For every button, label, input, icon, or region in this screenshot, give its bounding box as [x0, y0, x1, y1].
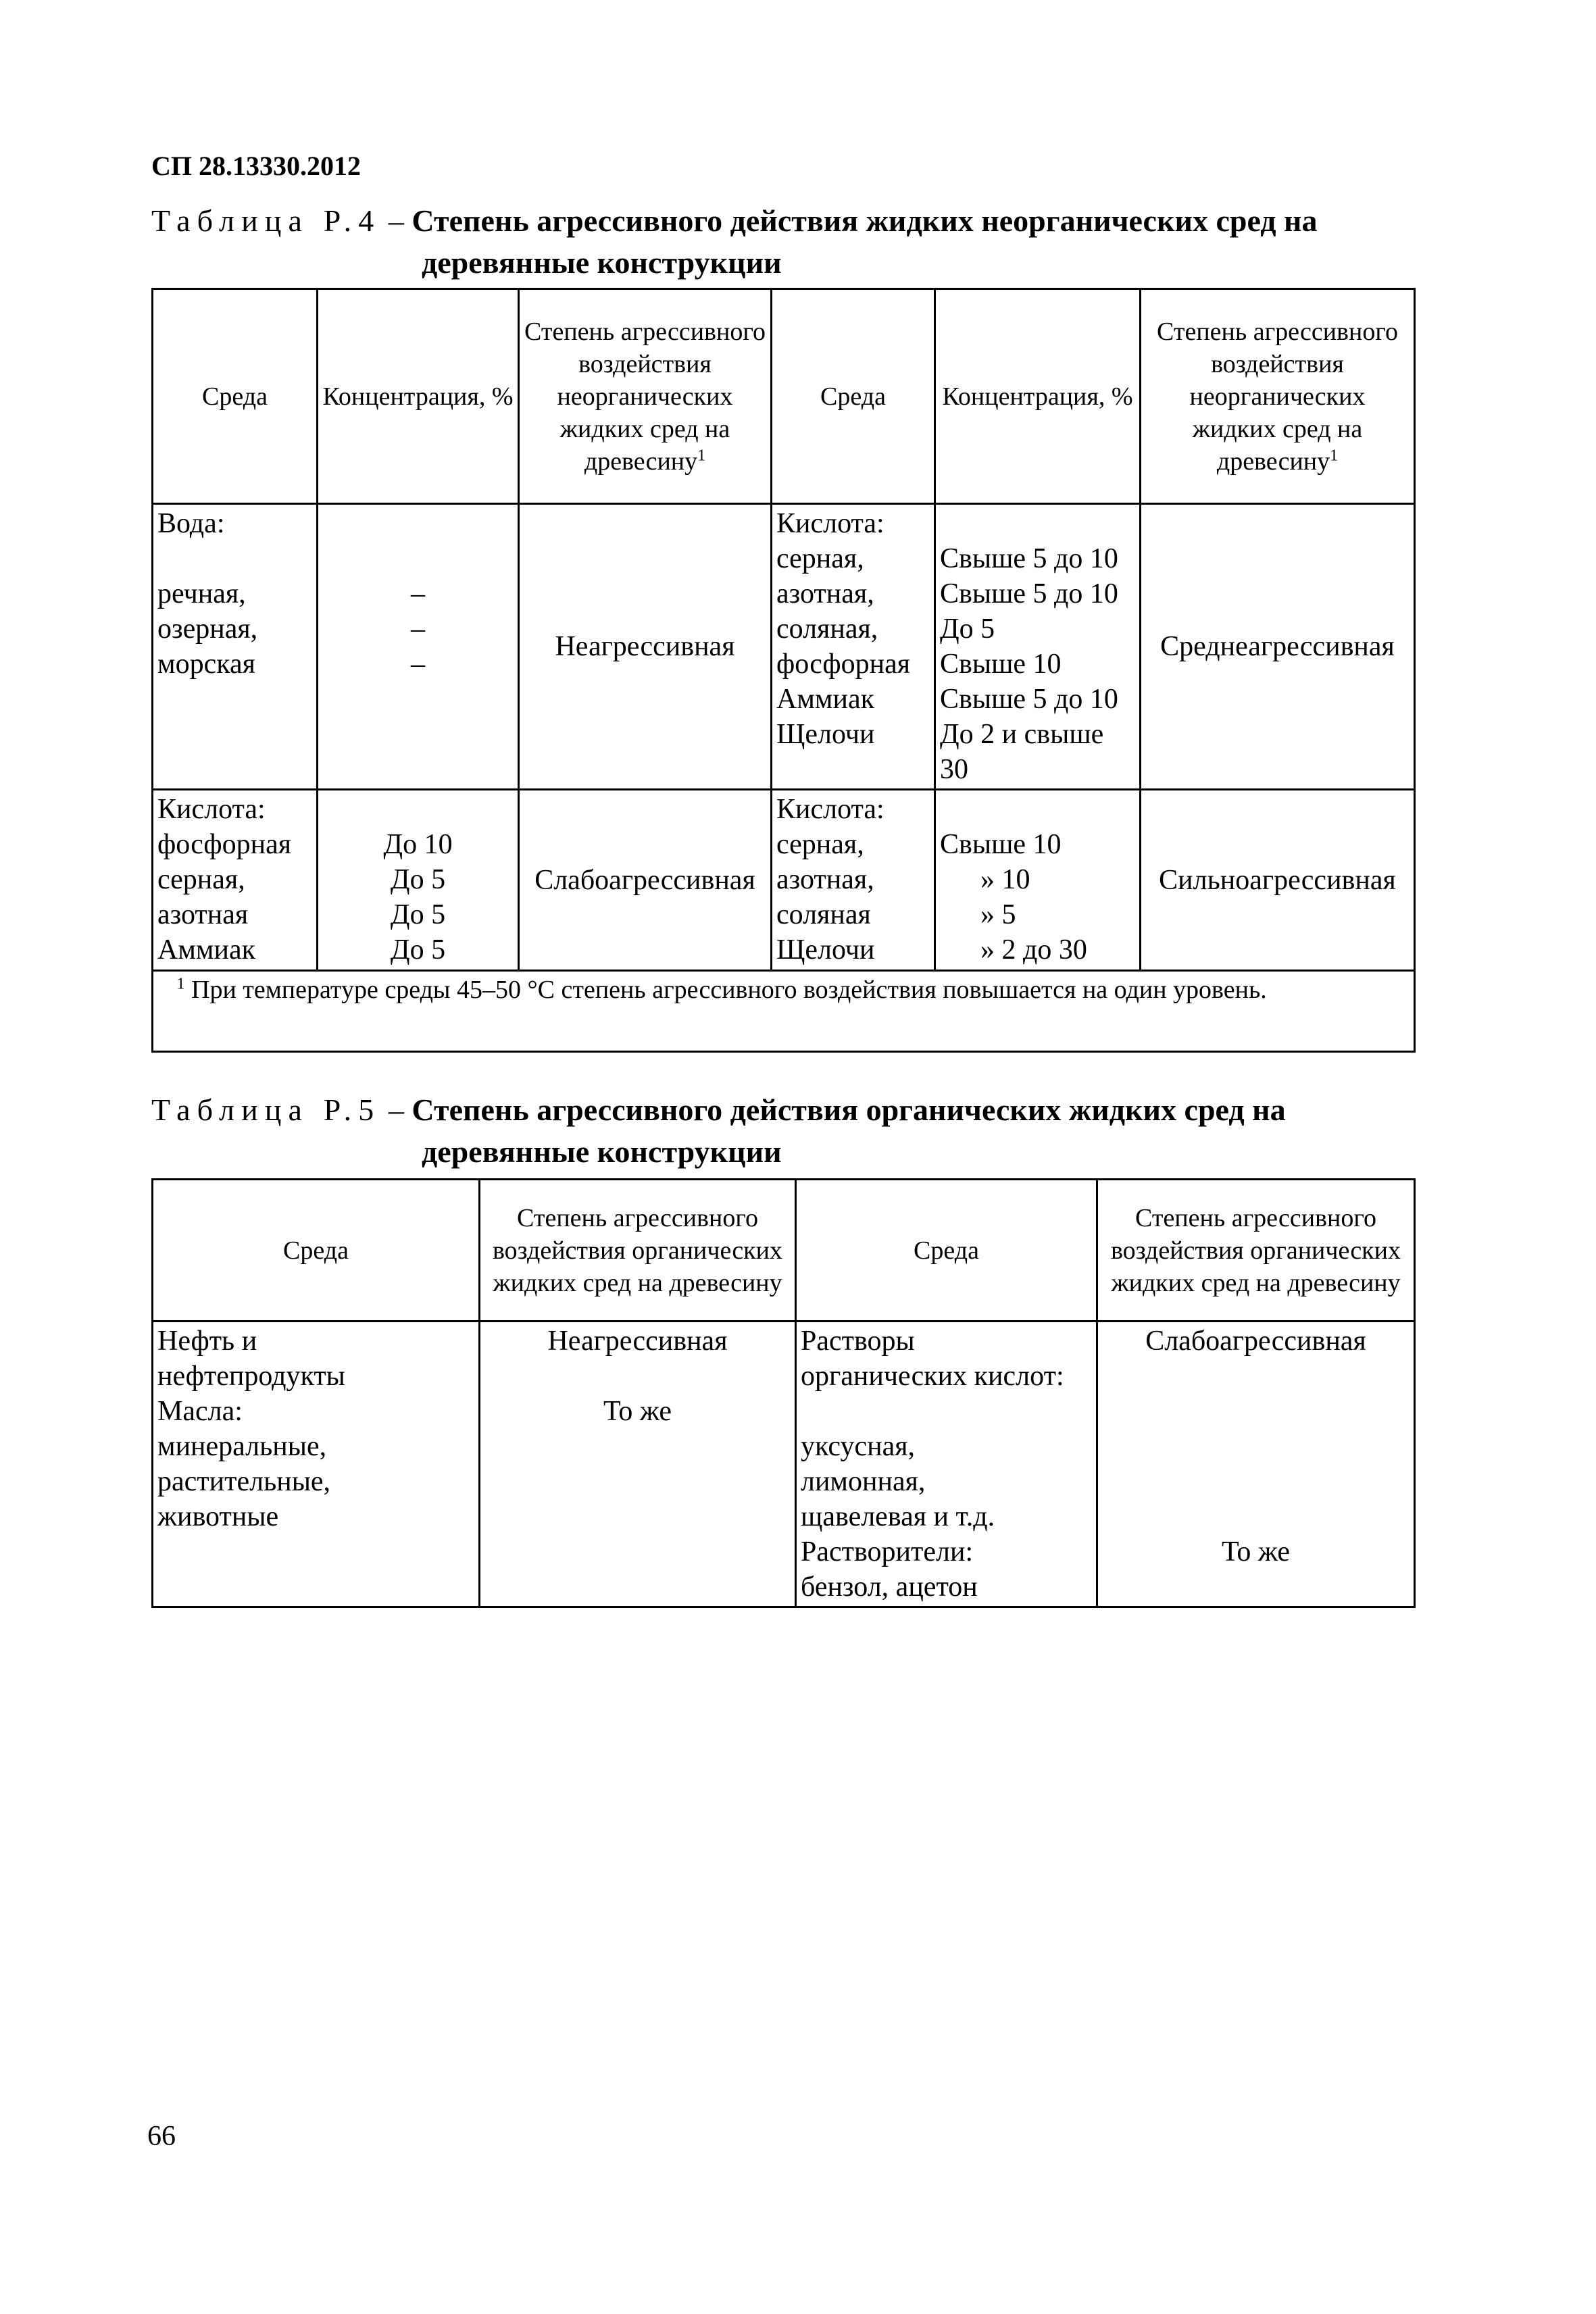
cell-degree: Неагрессивная То же: [480, 1322, 796, 1607]
document-code: СП 28.13330.2012: [151, 151, 361, 181]
cell-concentration: – – –: [318, 504, 519, 790]
header-degree: Степень агрессивного воздействия неорганических жидких сред на древесину$^1$: [519, 289, 772, 504]
cell-concentration: Свыше 5 до 10 Свыше 5 до 10 До 5 Свыше 10 Свыше 5 до 10 До 2 и свыше 30: [935, 504, 1141, 790]
footnote-mark: 1: [176, 975, 185, 993]
table-4-header-row: [153, 289, 1415, 504]
table-4-dash: –: [380, 203, 412, 238]
cell-degree: Сильноагрессивная: [1141, 790, 1415, 971]
cell-degree: Среднеагрессивная: [1141, 504, 1415, 790]
table-5-title-line2: деревянные конструкции: [422, 1134, 782, 1169]
footnote-text: При температуре среды 45–50 °С степень агрессивного воздействия повышается на один уровень.: [191, 976, 1267, 1004]
table-4-footnote: [153, 971, 1415, 1052]
header-degree: Степень агрессивного воздействия неорганических жидких сред на древесину$^1$: [1141, 289, 1415, 504]
header-medium: Среда: [153, 1180, 480, 1322]
cell-degree: Неагрессивная: [519, 504, 772, 790]
table-5: [151, 1178, 1416, 1608]
table-5-title-line1: Степень агрессивного действия органических жидких сред на: [412, 1092, 1286, 1127]
footnote-mark: 1: [1330, 446, 1339, 464]
cell-media: Кислота: серная, азотная, соляная, фосфорная Аммиак Щелочи: [772, 504, 935, 790]
table-4-title-line2: деревянные конструкции: [422, 245, 782, 280]
header-medium: Среда: [796, 1180, 1097, 1322]
table-row: [153, 504, 1415, 790]
cell-concentration: Свыше 10 » 10 » 5 » 2 до 30: [935, 790, 1141, 971]
cell-media: Кислота: фосфорная серная, азотная Аммиак: [153, 790, 318, 971]
cell-degree: Слабоагрессивная: [519, 790, 772, 971]
table-4: [151, 288, 1416, 1053]
table-4-caption: [151, 200, 1412, 284]
header-medium: Среда: [153, 289, 318, 504]
table-4-footnote-row: [153, 971, 1415, 1052]
table-4-label: Таблица Р.4: [151, 203, 381, 238]
header-medium: Среда: [772, 289, 935, 504]
table-5-header-row: [153, 1180, 1415, 1322]
cell-media: Кислота: серная, азотная, соляная Щелочи: [772, 790, 935, 971]
header-degree: Степень агрессивного воздействия органических жидких сред на древесину: [1097, 1180, 1415, 1322]
table-row: [153, 1322, 1415, 1607]
header-concentration: Концентрация, %: [318, 289, 519, 504]
header-concentration: Концентрация, %: [935, 289, 1141, 504]
footnote-mark: 1: [697, 446, 706, 464]
table-5-caption: [151, 1089, 1412, 1173]
cell-concentration: До 10 До 5 До 5 До 5: [318, 790, 519, 971]
page-number: 66: [147, 2121, 176, 2152]
header-degree: Степень агрессивного воздействия органических жидких сред на древесину: [480, 1180, 796, 1322]
table-4-title-line1: Степень агрессивного действия жидких неорганических сред на: [412, 203, 1318, 238]
table-5-label: Таблица Р.5: [151, 1092, 381, 1127]
cell-media: Вода: речная, озерная, морская: [153, 504, 318, 790]
table-5-dash: –: [380, 1092, 412, 1127]
cell-degree: Слабоагрессивная То же: [1097, 1322, 1415, 1607]
cell-media: Растворы органических кислот: уксусная, лимонная, щавелевая и т.д. Растворители: бензол, ацетон: [796, 1322, 1097, 1607]
cell-media: Нефть и нефтепродукты Масла: минеральные, растительные, животные: [153, 1322, 480, 1607]
table-row: [153, 790, 1415, 971]
